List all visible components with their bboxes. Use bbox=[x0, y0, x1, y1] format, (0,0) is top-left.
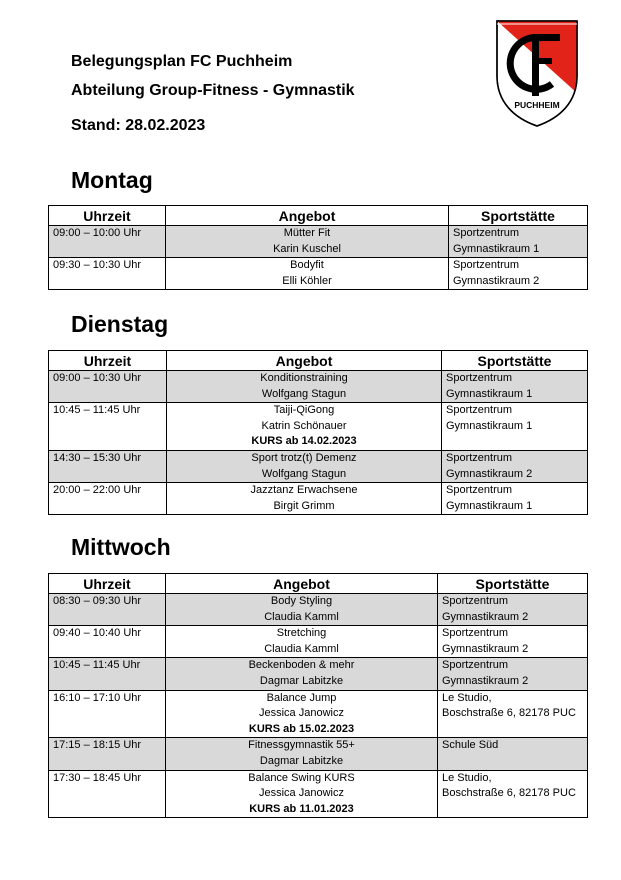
course-start-note: KURS ab 11.01.2023 bbox=[249, 802, 354, 815]
table-row bbox=[49, 258, 588, 290]
schedule-table-mittwoch bbox=[48, 573, 588, 818]
day-heading-montag: Montag bbox=[71, 167, 153, 193]
time-cell: 14:30 – 15:30 Uhr bbox=[49, 450, 167, 482]
table-row bbox=[49, 658, 588, 690]
column-header-venue: Sportstätte bbox=[449, 206, 588, 226]
venue-cell: Sportzentrum Gymnastikraum 1 bbox=[442, 371, 588, 403]
time-cell: 08:30 – 09:30 Uhr bbox=[49, 594, 166, 626]
offer-cell: Jazztanz Erwachsene Birgit Grimm bbox=[167, 483, 442, 515]
offer-cell: Konditionstraining Wolfgang Stagun bbox=[167, 371, 442, 403]
venue-cell: Sportzentrum Gymnastikraum 2 bbox=[438, 594, 588, 626]
table-row bbox=[49, 626, 588, 658]
offer-cell: Fitnessgymnastik 55+ Dagmar Labitzke bbox=[166, 738, 438, 770]
department-subtitle: Abteilung Group-Fitness - Gymnastik bbox=[71, 82, 355, 99]
time-cell: 16:10 – 17:10 Uhr bbox=[49, 690, 166, 738]
time-cell: 09:40 – 10:40 Uhr bbox=[49, 626, 166, 658]
offer-cell: Balance Swing KURS Jessica Janowicz KURS ab 11.01.2023 bbox=[166, 770, 438, 818]
venue-cell: Sportzentrum Gymnastikraum 2 bbox=[442, 450, 588, 482]
offer-cell: Taiji-QiGong Katrin Schönauer KURS ab 14.02.2023 bbox=[167, 403, 442, 451]
column-header-offer: Angebot bbox=[166, 206, 449, 226]
column-header-venue: Sportstätte bbox=[442, 351, 588, 371]
table-row bbox=[49, 403, 588, 451]
time-cell: 10:45 – 11:45 Uhr bbox=[49, 658, 166, 690]
table-row bbox=[49, 690, 588, 738]
venue-cell: Sportzentrum Gymnastikraum 1 bbox=[442, 403, 588, 451]
column-header-time: Uhrzeit bbox=[49, 351, 167, 371]
table-row bbox=[49, 770, 588, 818]
offer-cell: Balance Jump Jessica Janowicz KURS ab 15.02.2023 bbox=[166, 690, 438, 738]
column-header-venue: Sportstätte bbox=[438, 574, 588, 594]
offer-cell: Stretching Claudia Kamml bbox=[166, 626, 438, 658]
schedule-table-dienstag bbox=[48, 350, 588, 515]
day-heading-dienstag: Dienstag bbox=[71, 311, 169, 337]
time-cell: 10:45 – 11:45 Uhr bbox=[49, 403, 167, 451]
column-header-time: Uhrzeit bbox=[49, 574, 166, 594]
venue-cell: Schule Süd bbox=[438, 738, 588, 770]
course-start-note: KURS ab 14.02.2023 bbox=[251, 435, 357, 448]
time-cell: 20:00 – 22:00 Uhr bbox=[49, 483, 167, 515]
column-header-time: Uhrzeit bbox=[49, 206, 166, 226]
time-cell: 17:15 – 18:15 Uhr bbox=[49, 738, 166, 770]
time-cell: 17:30 – 18:45 Uhr bbox=[49, 770, 166, 818]
table-row bbox=[49, 738, 588, 770]
venue-cell: Sportzentrum Gymnastikraum 1 bbox=[442, 483, 588, 515]
course-start-note: KURS ab 15.02.2023 bbox=[248, 722, 355, 735]
column-header-offer: Angebot bbox=[167, 351, 442, 371]
offer-cell: Body Styling Claudia Kamml bbox=[166, 594, 438, 626]
stand-date: Stand: 28.02.2023 bbox=[71, 117, 206, 134]
time-cell: 09:00 – 10:00 Uhr bbox=[49, 226, 166, 258]
schedule-table-montag bbox=[48, 205, 588, 290]
time-cell: 09:00 – 10:30 Uhr bbox=[49, 371, 167, 403]
offer-cell: Beckenboden & mehr Dagmar Labitzke bbox=[166, 658, 438, 690]
table-row bbox=[49, 450, 588, 482]
time-cell: 09:30 – 10:30 Uhr bbox=[49, 258, 166, 290]
logo-text: PUCHHEIM bbox=[514, 100, 560, 110]
offer-cell: Bodyfit Elli Köhler bbox=[166, 258, 449, 290]
venue-cell: Sportzentrum Gymnastikraum 2 bbox=[438, 626, 588, 658]
table-row bbox=[49, 483, 588, 515]
table-row bbox=[49, 594, 588, 626]
document-title: Belegungsplan FC Puchheim bbox=[71, 53, 293, 70]
venue-cell: Sportzentrum Gymnastikraum 1 bbox=[449, 226, 588, 258]
venue-cell: Le Studio, Boschstraße 6, 82178 PUC bbox=[438, 770, 588, 818]
table-row bbox=[49, 226, 588, 258]
day-heading-mittwoch: Mittwoch bbox=[71, 534, 171, 560]
venue-cell: Sportzentrum Gymnastikraum 2 bbox=[438, 658, 588, 690]
table-row bbox=[49, 371, 588, 403]
venue-cell: Le Studio, Boschstraße 6, 82178 PUC bbox=[438, 690, 588, 738]
column-header-offer: Angebot bbox=[166, 574, 438, 594]
fc-puchheim-logo bbox=[494, 18, 580, 128]
offer-cell: Mütter Fit Karin Kuschel bbox=[166, 226, 449, 258]
venue-cell: Sportzentrum Gymnastikraum 2 bbox=[449, 258, 588, 290]
offer-cell: Sport trotz(t) Demenz Wolfgang Stagun bbox=[167, 450, 442, 482]
